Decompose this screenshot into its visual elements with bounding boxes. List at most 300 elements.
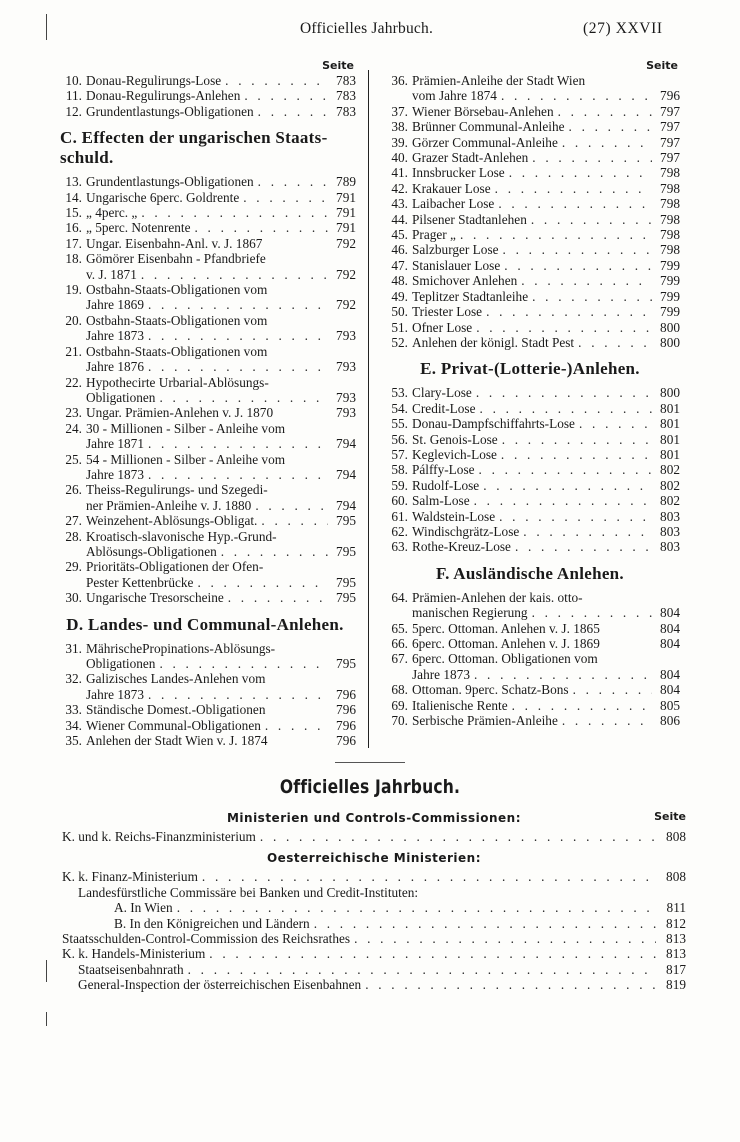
entry-number: 59. bbox=[391, 477, 408, 493]
entry-title: Ungarische 6perc. Goldrente bbox=[86, 189, 240, 205]
index-entry bbox=[54, 282, 356, 313]
leader-dots bbox=[527, 212, 652, 227]
leader-dots bbox=[499, 242, 652, 257]
entry-line bbox=[86, 641, 328, 656]
page-reference: 802 bbox=[660, 493, 680, 509]
entry-title: Anlehen der königl. Stadt Pest bbox=[412, 334, 575, 350]
margin-mark bbox=[46, 960, 47, 982]
index-entry bbox=[54, 513, 356, 528]
entry-text bbox=[412, 621, 652, 636]
index-entry bbox=[380, 539, 680, 554]
page-reference: 800 bbox=[660, 385, 680, 401]
entry-number: 14. bbox=[65, 189, 82, 205]
entry-title: Stanislauer Lose bbox=[412, 257, 501, 273]
entry-line bbox=[86, 359, 328, 374]
leader-dots bbox=[155, 656, 328, 671]
entry-list-right bbox=[380, 73, 680, 728]
leader-dots bbox=[221, 73, 328, 88]
entry-text bbox=[412, 698, 652, 713]
entry-title: Waldstein-Lose bbox=[412, 508, 496, 524]
entry-text bbox=[412, 320, 652, 335]
entry-number: 22. bbox=[65, 374, 82, 390]
index-entry bbox=[62, 977, 686, 992]
entry-text bbox=[86, 220, 328, 235]
page-reference: 793 bbox=[336, 328, 356, 344]
entry-line bbox=[86, 733, 328, 748]
entry-text bbox=[86, 313, 328, 344]
index-entry bbox=[380, 242, 680, 257]
entry-line bbox=[86, 344, 328, 359]
entry-title: Jahre 1873 bbox=[86, 328, 144, 344]
entry-line bbox=[86, 405, 328, 420]
page-reference: 801 bbox=[660, 400, 680, 416]
entry-title: Anlehen der Stadt Wien v. J. 1874 bbox=[86, 733, 268, 749]
entry-title: Wiener Börsebau-Anlehen bbox=[412, 103, 554, 119]
index-entry bbox=[380, 621, 680, 636]
entry-line bbox=[412, 165, 652, 180]
entry-title: Ungarische Tresorscheine bbox=[86, 590, 224, 606]
entry-title: A. In Wien bbox=[114, 900, 173, 916]
page-reference: 793 bbox=[336, 389, 356, 405]
entry-title: Grundentlastungs-Obligationen bbox=[86, 174, 254, 190]
entry-number: 48. bbox=[391, 273, 408, 289]
page-reference: 794 bbox=[336, 466, 356, 482]
index-entry bbox=[54, 452, 356, 483]
entry-line bbox=[86, 236, 328, 251]
page-reference: 800 bbox=[660, 334, 680, 350]
leader-dots bbox=[497, 88, 652, 103]
entry-title: Triester Lose bbox=[412, 304, 483, 320]
entry-title: Ablösungs-Obligationen bbox=[86, 543, 217, 559]
entry-line bbox=[412, 478, 652, 493]
entry-number: 11. bbox=[65, 88, 82, 104]
entry-line bbox=[86, 436, 328, 451]
index-entry bbox=[54, 559, 356, 590]
entry-title: Serbische Prämien-Anleihe bbox=[412, 713, 558, 729]
page-reference: 795 bbox=[336, 543, 356, 559]
entry-text bbox=[86, 513, 328, 528]
leader-dots bbox=[472, 385, 652, 400]
index-entry bbox=[54, 174, 356, 189]
index-entry bbox=[380, 478, 680, 493]
entry-line bbox=[412, 335, 652, 350]
leader-dots bbox=[217, 544, 328, 559]
page-reference: 798 bbox=[660, 242, 680, 258]
leader-dots bbox=[137, 267, 328, 282]
entry-line bbox=[412, 181, 652, 196]
entry-line bbox=[86, 718, 328, 733]
entry-number: 51. bbox=[391, 319, 408, 335]
page-reference: 803 bbox=[660, 523, 680, 539]
entry-number: 18. bbox=[65, 251, 82, 267]
entry-title: Prämien-Anleihe der Stadt Wien bbox=[412, 73, 586, 88]
entry-number: 60. bbox=[391, 493, 408, 509]
page-reference: 794 bbox=[336, 497, 356, 513]
entry-line bbox=[86, 267, 328, 282]
index-entry bbox=[62, 962, 686, 977]
subsection-header bbox=[62, 810, 686, 829]
entry-title: „ 5perc. Notenrente bbox=[86, 220, 191, 236]
entry-line bbox=[412, 416, 652, 431]
entry-text bbox=[86, 282, 328, 313]
page-reference: 796 bbox=[336, 733, 356, 749]
entry-text bbox=[412, 682, 652, 697]
leader-dots bbox=[476, 401, 652, 416]
entry-title: Görzer Communal-Anleihe bbox=[412, 134, 558, 150]
page-reference: 804 bbox=[660, 605, 680, 621]
entry-line bbox=[412, 493, 652, 508]
entry-line bbox=[86, 467, 328, 482]
entry-title: 6perc. Ottoman. Anlehen v. J. 1869 bbox=[412, 636, 600, 651]
index-column-left bbox=[54, 58, 356, 748]
entry-title: Obligationen bbox=[86, 389, 156, 405]
entry-line bbox=[412, 682, 652, 697]
entry-number: 19. bbox=[65, 282, 82, 298]
entry-text bbox=[412, 447, 652, 462]
entry-title: Jahre 1873 bbox=[86, 466, 144, 482]
entry-title: Gömörer Eisenbahn - Pfandbriefe bbox=[86, 251, 266, 267]
leader-dots bbox=[350, 931, 656, 946]
index-entry bbox=[380, 196, 680, 211]
entry-title: Laibacher Lose bbox=[412, 196, 495, 212]
leader-dots bbox=[558, 135, 652, 150]
entry-title: Rothe-Kreuz-Lose bbox=[412, 539, 511, 555]
page-reference: 798 bbox=[660, 227, 680, 243]
entry-title: vom Jahre 1874 bbox=[412, 88, 497, 104]
entry-line bbox=[86, 104, 328, 119]
entry-line bbox=[86, 513, 328, 528]
entry-line bbox=[412, 227, 652, 242]
page-reference: 783 bbox=[336, 103, 356, 119]
entry-text bbox=[412, 304, 652, 319]
entry-line bbox=[86, 297, 328, 312]
entry-number: 41. bbox=[391, 165, 408, 181]
leader-dots bbox=[310, 916, 656, 931]
section-heading: C. Effecten der ungarischen Staats-schuld. bbox=[60, 128, 328, 168]
leader-dots bbox=[155, 390, 328, 405]
page-reference: 805 bbox=[660, 697, 680, 713]
leader-dots bbox=[361, 977, 656, 992]
entry-line bbox=[86, 375, 328, 390]
section-heading: D. Landes- und Communal-Anlehen. bbox=[66, 614, 344, 634]
page-reference: 783 bbox=[336, 88, 356, 104]
page-reference: 797 bbox=[660, 103, 680, 119]
index-entry bbox=[62, 885, 686, 900]
page-reference: 800 bbox=[660, 319, 680, 335]
page-reference: 802 bbox=[660, 462, 680, 478]
entry-text bbox=[86, 251, 328, 282]
entry-title: Ständische Domest.-Obligationen bbox=[86, 702, 266, 718]
page-reference: 804 bbox=[660, 666, 680, 682]
entry-text bbox=[86, 671, 328, 702]
index-entry bbox=[380, 289, 680, 304]
entry-title: Kroatisch-slavonische Hyp.-Grund- bbox=[86, 528, 277, 544]
entry-text bbox=[412, 135, 652, 150]
entry-title: Krakauer Lose bbox=[412, 180, 491, 196]
entry-text bbox=[86, 236, 328, 251]
entry-title: Staatsschulden-Control-Commission des Reichsrathes bbox=[62, 931, 351, 947]
index-entry bbox=[54, 88, 356, 103]
entry-number: 28. bbox=[65, 528, 82, 544]
entry-text bbox=[86, 344, 328, 375]
entry-number: 23. bbox=[65, 405, 82, 421]
entry-title: Jahre 1871 bbox=[86, 436, 144, 452]
index-entry bbox=[54, 482, 356, 513]
entry-title: K. k. Handels-Ministerium bbox=[62, 946, 206, 962]
leader-dots bbox=[475, 462, 652, 477]
entry-title: Pester Kettenbrücke bbox=[86, 574, 194, 590]
entry-line bbox=[86, 656, 328, 671]
entry-title: Ostbahn-Staats-Obligationen vom bbox=[86, 282, 268, 298]
entry-number: 16. bbox=[65, 220, 82, 236]
entry-title: Italienische Rente bbox=[412, 697, 508, 713]
subsection-header bbox=[62, 850, 686, 869]
entry-number: 66. bbox=[391, 636, 408, 651]
index-entry bbox=[62, 900, 686, 915]
page-number: (27) XXVII bbox=[583, 20, 663, 37]
index-entry bbox=[380, 273, 680, 288]
page-reference: 804 bbox=[660, 682, 680, 698]
entry-text bbox=[412, 713, 652, 728]
entry-number: 34. bbox=[65, 717, 82, 733]
entry-line bbox=[412, 258, 652, 273]
entry-line bbox=[86, 702, 328, 717]
entry-number: 53. bbox=[391, 385, 408, 401]
entry-list-left bbox=[54, 73, 356, 748]
index-entry bbox=[380, 509, 680, 524]
page-reference: 798 bbox=[660, 180, 680, 196]
page-reference: 799 bbox=[660, 273, 680, 289]
leader-dots bbox=[494, 196, 652, 211]
entry-title: Ostbahn-Staats-Obligationen vom bbox=[86, 343, 268, 359]
page-reference: 806 bbox=[660, 713, 680, 729]
entry-text bbox=[412, 493, 652, 508]
entry-line bbox=[86, 482, 328, 497]
leader-dots bbox=[482, 304, 652, 319]
page-reference: 795 bbox=[336, 574, 356, 590]
page-reference: 798 bbox=[660, 165, 680, 181]
entry-line bbox=[86, 282, 328, 297]
entry-text bbox=[412, 509, 652, 524]
entry-number: 24. bbox=[65, 420, 82, 436]
leader-dots bbox=[511, 539, 652, 554]
entry-text bbox=[412, 104, 652, 119]
page-reference: 804 bbox=[660, 636, 680, 651]
page-reference: 813 bbox=[666, 931, 686, 947]
leader-dots bbox=[508, 698, 652, 713]
entry-title: Galizisches Landes-Anlehen vom bbox=[86, 671, 266, 687]
entry-text bbox=[86, 452, 328, 483]
entry-number: 21. bbox=[65, 343, 82, 359]
entry-number: 10. bbox=[65, 73, 82, 88]
index-entry bbox=[380, 416, 680, 431]
entry-text bbox=[86, 421, 328, 452]
entry-title: Hypothecirte Urbarial-Ablösungs- bbox=[86, 374, 269, 390]
index-entry bbox=[54, 73, 356, 88]
index-entry bbox=[54, 718, 356, 733]
entry-text bbox=[412, 416, 652, 431]
leader-dots bbox=[500, 258, 652, 273]
index-entry bbox=[380, 320, 680, 335]
entry-title: B. In den Königreichen und Ländern bbox=[114, 915, 310, 931]
page-reference: 817 bbox=[666, 961, 686, 977]
page-reference: 791 bbox=[336, 189, 356, 205]
entry-line bbox=[412, 462, 652, 477]
entry-number: 30. bbox=[65, 590, 82, 606]
entry-title: St. Genois-Lose bbox=[412, 431, 498, 447]
entry-line bbox=[86, 544, 328, 559]
entry-number: 65. bbox=[391, 620, 408, 636]
entry-text bbox=[412, 212, 652, 227]
subsection-heading: Oesterreichische Ministerien: bbox=[266, 851, 482, 866]
entry-number: 52. bbox=[391, 334, 408, 350]
entry-number: 55. bbox=[391, 416, 408, 432]
entry-number: 35. bbox=[65, 733, 82, 749]
entry-text bbox=[86, 482, 328, 513]
entry-number: 43. bbox=[391, 196, 408, 212]
entry-line bbox=[86, 671, 328, 686]
page-reference: 801 bbox=[660, 446, 680, 462]
page-reference: 802 bbox=[660, 477, 680, 493]
entry-number: 56. bbox=[391, 431, 408, 447]
entry-title: Smichover Anlehen bbox=[412, 273, 518, 289]
entry-line bbox=[412, 385, 652, 400]
entry-number: 36. bbox=[391, 73, 408, 88]
entry-title: Theiss-Regulirungs- und Szegedi- bbox=[86, 482, 268, 498]
entry-text bbox=[412, 432, 652, 447]
entry-number: 45. bbox=[391, 227, 408, 243]
leader-dots bbox=[456, 227, 652, 242]
page-reference: 792 bbox=[336, 297, 356, 313]
leader-dots bbox=[498, 432, 652, 447]
index-entry bbox=[380, 227, 680, 242]
entry-number: 20. bbox=[65, 312, 82, 328]
index-entry bbox=[380, 447, 680, 462]
index-entry bbox=[380, 493, 680, 508]
page-reference: 793 bbox=[336, 359, 356, 375]
entry-line bbox=[412, 73, 652, 88]
entry-title: Brünner Communal-Anleihe bbox=[412, 119, 565, 135]
index-entry bbox=[62, 916, 686, 931]
entry-line bbox=[412, 621, 652, 636]
entry-number: 40. bbox=[391, 150, 408, 166]
index-entry bbox=[380, 181, 680, 196]
entry-text bbox=[412, 539, 652, 554]
entry-number: 42. bbox=[391, 180, 408, 196]
page-reference: 797 bbox=[660, 150, 680, 166]
index-entry bbox=[54, 529, 356, 560]
leader-dots bbox=[470, 667, 652, 682]
entry-text bbox=[412, 258, 652, 273]
page-reference: 796 bbox=[660, 88, 680, 104]
entry-line bbox=[412, 651, 652, 666]
entry-number: 33. bbox=[65, 702, 82, 718]
entry-text bbox=[86, 174, 328, 189]
page-reference: 792 bbox=[336, 235, 356, 251]
entry-text bbox=[412, 196, 652, 211]
entry-title: Clary-Lose bbox=[412, 385, 472, 401]
entry-line bbox=[86, 88, 328, 103]
entry-text bbox=[412, 590, 652, 621]
index-entry bbox=[380, 682, 680, 697]
section-separator bbox=[335, 762, 405, 763]
entry-line bbox=[412, 304, 652, 319]
page-reference: 799 bbox=[660, 304, 680, 320]
entry-text bbox=[86, 73, 328, 88]
entry-text bbox=[412, 150, 652, 165]
entry-line bbox=[86, 251, 328, 266]
leader-dots bbox=[491, 181, 652, 196]
entry-title: Innsbrucker Lose bbox=[412, 165, 505, 181]
leader-dots bbox=[558, 713, 652, 728]
leader-dots bbox=[261, 718, 328, 733]
page-reference: 819 bbox=[666, 977, 686, 993]
entry-title: Rudolf-Lose bbox=[412, 477, 480, 493]
leader-dots bbox=[144, 467, 328, 482]
entry-line bbox=[412, 713, 652, 728]
entry-title: Grundentlastungs-Obligationen bbox=[86, 103, 254, 119]
entry-title: Keglevich-Lose bbox=[412, 446, 497, 462]
leader-dots bbox=[144, 297, 328, 312]
entry-text bbox=[86, 529, 328, 560]
entry-text bbox=[412, 73, 652, 104]
entry-title: General-Inspection der österreichischen Eisenbahnen bbox=[78, 977, 362, 993]
entry-number: 15. bbox=[65, 205, 82, 221]
entry-title: „ 4perc. „ bbox=[86, 205, 138, 221]
page-reference: 813 bbox=[666, 946, 686, 962]
leader-dots bbox=[256, 829, 656, 844]
index-entry bbox=[380, 73, 680, 104]
entry-title: Ottoman. 9perc. Schatz-Bons bbox=[412, 682, 569, 698]
leader-dots bbox=[470, 493, 652, 508]
leader-dots bbox=[137, 205, 328, 220]
entry-title: Donau-Dampfschiffahrts-Lose bbox=[412, 416, 575, 432]
entry-line bbox=[86, 421, 328, 436]
leader-dots bbox=[144, 328, 328, 343]
entry-text bbox=[412, 401, 652, 416]
index-entry bbox=[54, 344, 356, 375]
index-entry bbox=[54, 104, 356, 119]
entry-title: K. k. Finanz-Ministerium bbox=[62, 869, 198, 885]
entry-line bbox=[412, 447, 652, 462]
leader-dots bbox=[575, 416, 652, 431]
index-entry bbox=[54, 313, 356, 344]
entry-line bbox=[86, 205, 328, 220]
entry-line bbox=[412, 432, 652, 447]
entry-title: Salzburger Lose bbox=[412, 242, 499, 258]
ministries-index bbox=[62, 810, 686, 999]
page-reference: 791 bbox=[336, 205, 356, 221]
page-reference: 795 bbox=[336, 590, 356, 606]
entry-line bbox=[86, 220, 328, 235]
entry-number: 26. bbox=[65, 482, 82, 498]
entry-line bbox=[86, 313, 328, 328]
leader-dots bbox=[254, 104, 328, 119]
subsection-heading: Ministerien und Controls-Commissionen: bbox=[226, 811, 522, 825]
index-entry bbox=[54, 251, 356, 282]
entry-number: 58. bbox=[391, 462, 408, 478]
leader-dots bbox=[254, 174, 328, 189]
entry-title: v. J. 1871 bbox=[86, 266, 137, 282]
entry-title: manischen Regierung bbox=[412, 605, 528, 621]
entry-line bbox=[412, 698, 652, 713]
entry-title: Obligationen bbox=[86, 656, 156, 671]
leader-dots bbox=[528, 150, 652, 165]
leader-dots bbox=[251, 498, 328, 513]
entry-text bbox=[412, 289, 652, 304]
entry-line bbox=[86, 687, 328, 702]
entry-number: 49. bbox=[391, 288, 408, 304]
